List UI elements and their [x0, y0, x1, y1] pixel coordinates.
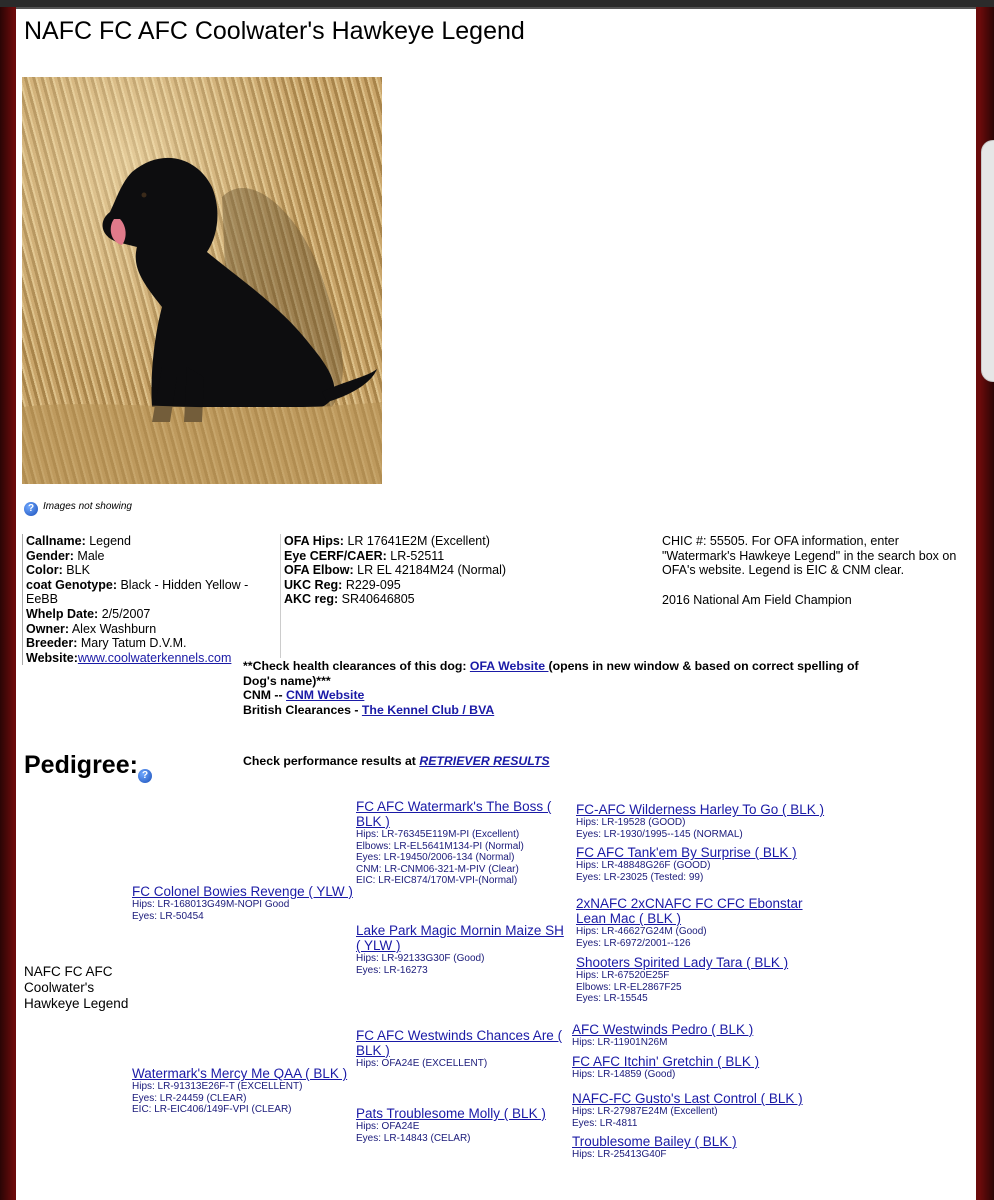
info-row: Owner: Alex Washburn [26, 621, 157, 636]
pedigree-dog-dss [572, 1022, 832, 1049]
pedigree-dog-clearance: Eyes: LR-6972/2001--126 [576, 937, 691, 949]
clearances-block: **Check health clearances of this dog: OFA Website (opens in new window & based on correct spelling of Dog's name)*** CNM -- CNM Website British Clearances - The Kennel Club / BVA [243, 659, 859, 717]
pedigree-dog-link[interactable]: Watermark's Mercy Me QAA ( BLK ) [132, 1066, 348, 1081]
pedigree-dog-clearance: EIC: LR-EIC406/149F-VPI (CLEAR) [132, 1104, 292, 1115]
pedigree-dog-clearance: Hips: LR-91313E26F-T (EXCELLENT) [132, 1081, 303, 1092]
pedigree-dog-link[interactable]: Pats Troublesome Molly ( BLK ) [356, 1106, 546, 1121]
dog-photo [22, 77, 382, 484]
pedigree-dog-link[interactable]: AFC Westwinds Pedro ( BLK ) [572, 1022, 754, 1037]
pedigree-dog-clearance: EIC: LR-EIC874/170M-VPI-(Normal) [356, 875, 518, 886]
browser-top-bar [0, 0, 994, 7]
pedigree-dog-clearance: Hips: LR-25413G40F [572, 1149, 667, 1160]
pedigree-dog-link[interactable]: FC AFC Tank'em By Surprise ( BLK ) [576, 845, 797, 860]
pedigree-dog-clearance: Eyes: LR-14843 (CELAR) [356, 1132, 471, 1144]
pedigree-dog-clearance: Hips: LR-67520E25F [576, 970, 670, 981]
pedigree-help-icon[interactable]: ? [138, 769, 152, 783]
pedigree-dog-dsd [572, 1054, 832, 1081]
pedigree-dog-clearance: Hips: OFA24E [356, 1121, 420, 1132]
pedigree-dog-clearance: Elbows: LR-EL2867F25 [576, 981, 682, 993]
pedigree-dog-dd [356, 1106, 566, 1144]
pedigree-dog-link[interactable]: FC AFC Watermark's The Boss ( BLK ) [356, 799, 552, 829]
pedigree-dog-clearance: Hips: LR-48848G26F (GOOD) [576, 860, 711, 871]
pedigree-dog-clearance: Eyes: LR-16273 [356, 964, 428, 976]
pedigree-dog-clearance: Hips: LR-46627G24M (Good) [576, 926, 707, 937]
info-row: OFA Hips: LR 17641E2M (Excellent) [284, 534, 490, 548]
pedigree-dog-clearance: Hips: LR-11901N26M [572, 1037, 668, 1048]
page-content [16, 7, 976, 1200]
info-row: Eye CERF/CAER: LR-52511 [284, 548, 445, 563]
pedigree-dog-clearance: Eyes: LR-19450/2006-134 (Normal) [356, 852, 515, 863]
pedigree-dog-clearance: Hips: OFA24E (EXCELLENT) [356, 1058, 488, 1069]
kennel-club-link[interactable]: The Kennel Club / BVA [361, 702, 495, 717]
health-info-column [280, 534, 644, 658]
champion-note: 2016 National Am Field Champion [662, 592, 852, 607]
info-row: Color: BLK [26, 563, 90, 578]
pedigree-subject: NAFC FC AFC Coolwater's Hawkeye Legend [24, 964, 129, 1011]
pedigree-dog-clearance: Hips: LR-27987E24M (Excellent) [572, 1106, 718, 1117]
website-link[interactable]: www.coolwaterkennels.com [77, 650, 232, 665]
pedigree-dog-link[interactable]: 2xNAFC 2xCNAFC FC CFC Ebonstar Lean Mac ( BLK ) [576, 896, 803, 926]
pedigree-dog-clearance: Hips: LR-168013G49M-NOPI Good [132, 899, 290, 910]
pedigree-dog-link[interactable]: Lake Park Magic Mornin Maize SH ( YLW ) [356, 923, 564, 953]
performance-results: Check performance results at RETRIEVER RESULTS [243, 754, 550, 768]
pedigree-dog-clearance: Elbows: LR-EL5641M134-PI (Normal) [356, 840, 524, 852]
info-row: Callname: Legend [26, 534, 131, 548]
pedigree-dog-ssd [576, 845, 836, 883]
pedigree-dog-ddd [572, 1134, 832, 1161]
pedigree-dog-link[interactable]: Troublesome Bailey ( BLK ) [572, 1134, 737, 1149]
pedigree-dog-ds [356, 1028, 566, 1070]
pedigree-dog-link[interactable]: NAFC-FC Gusto's Last Control ( BLK ) [572, 1091, 803, 1106]
pedigree-dog-clearance: Hips: LR-92133G30F (Good) [356, 953, 485, 964]
pedigree-dog-link[interactable]: FC-AFC Wilderness Harley To Go ( BLK ) [576, 802, 825, 817]
pedigree-dog-link[interactable]: Shooters Spirited Lady Tara ( BLK ) [576, 955, 789, 970]
info-row: Breeder: Mary Tatum D.V.M. [26, 636, 187, 651]
pedigree-dog-sds [576, 896, 836, 949]
pedigree-dog-clearance: Eyes: LR-4811 [572, 1117, 638, 1129]
pedigree-dog-link[interactable]: FC Colonel Bowies Revenge ( YLW ) [132, 884, 353, 899]
pedigree-dog-clearance: Hips: LR-14859 (Good) [572, 1069, 676, 1080]
info-row: UKC Reg: R229-095 [284, 577, 401, 592]
info-row: Whelp Date: 2/5/2007 [26, 606, 151, 621]
retriever-results-link[interactable]: RETRIEVER RESULTS [419, 754, 550, 768]
pedigree-dog-ss [356, 799, 566, 887]
pedigree-dog-clearance: Hips: LR-19528 (GOOD) [576, 817, 686, 828]
pedigree-dog-sire [132, 884, 357, 922]
pedigree-dog-sss [576, 802, 836, 840]
pedigree-dog-sdd [576, 955, 836, 1005]
pedigree-dog-dam [132, 1066, 357, 1116]
info-row-website: Website:www.coolwaterkennels.com [26, 650, 232, 665]
pedigree-dog-clearance: Eyes: LR-1930/1995--145 (NORMAL) [576, 828, 743, 840]
help-icon[interactable]: ? [24, 502, 38, 516]
pedigree-dog-clearance: Eyes: LR-15545 [576, 993, 648, 1004]
pedigree-dog-link[interactable]: FC AFC Itchin' Gretchin ( BLK ) [572, 1054, 760, 1069]
pedigree-dog-clearance: Eyes: LR-23025 (Tested: 99) [576, 871, 704, 883]
notes-column [662, 534, 958, 607]
dog-photo-icon [22, 77, 382, 484]
pedigree-dog-sd [356, 923, 571, 976]
info-row: AKC reg: SR40646805 [284, 592, 415, 607]
pedigree-dog-clearance: CNM: LR-CNM06-321-M-PIV (Clear) [356, 863, 519, 875]
pedigree-dog-clearance: Eyes: LR-50454 [132, 910, 204, 922]
pedigree-dog-dds [572, 1091, 832, 1129]
pedigree-dog-link[interactable]: FC AFC Westwinds Chances Are ( BLK ) [356, 1028, 563, 1058]
images-not-showing-note: Images not showing [43, 501, 132, 512]
info-row: coat Genotype: Black - Hidden Yellow - EeBB [26, 577, 249, 607]
page-title: NAFC FC AFC Coolwater's Hawkeye Legend [24, 17, 525, 45]
cnm-website-link[interactable]: CNM Website [286, 688, 365, 702]
ofa-website-link[interactable]: OFA Website [469, 659, 549, 673]
pedigree-heading: Pedigree: [24, 751, 138, 779]
dog-info-column [22, 534, 274, 665]
scroll-handle[interactable] [981, 140, 994, 382]
pedigree-dog-clearance: Eyes: LR-24459 (CLEAR) [132, 1092, 247, 1104]
chic-note: CHIC #: 55505. For OFA information, enter "Watermark's Hawkeye Legend" in the search box on OFA's website. Legend is EIC & CNM clear. [662, 534, 957, 578]
info-row: OFA Elbow: LR EL 42184M24 (Normal) [284, 563, 507, 578]
pedigree-dog-clearance: Hips: LR-76345E119M-PI (Excellent) [356, 829, 520, 840]
info-row: Gender: Male [26, 548, 105, 563]
